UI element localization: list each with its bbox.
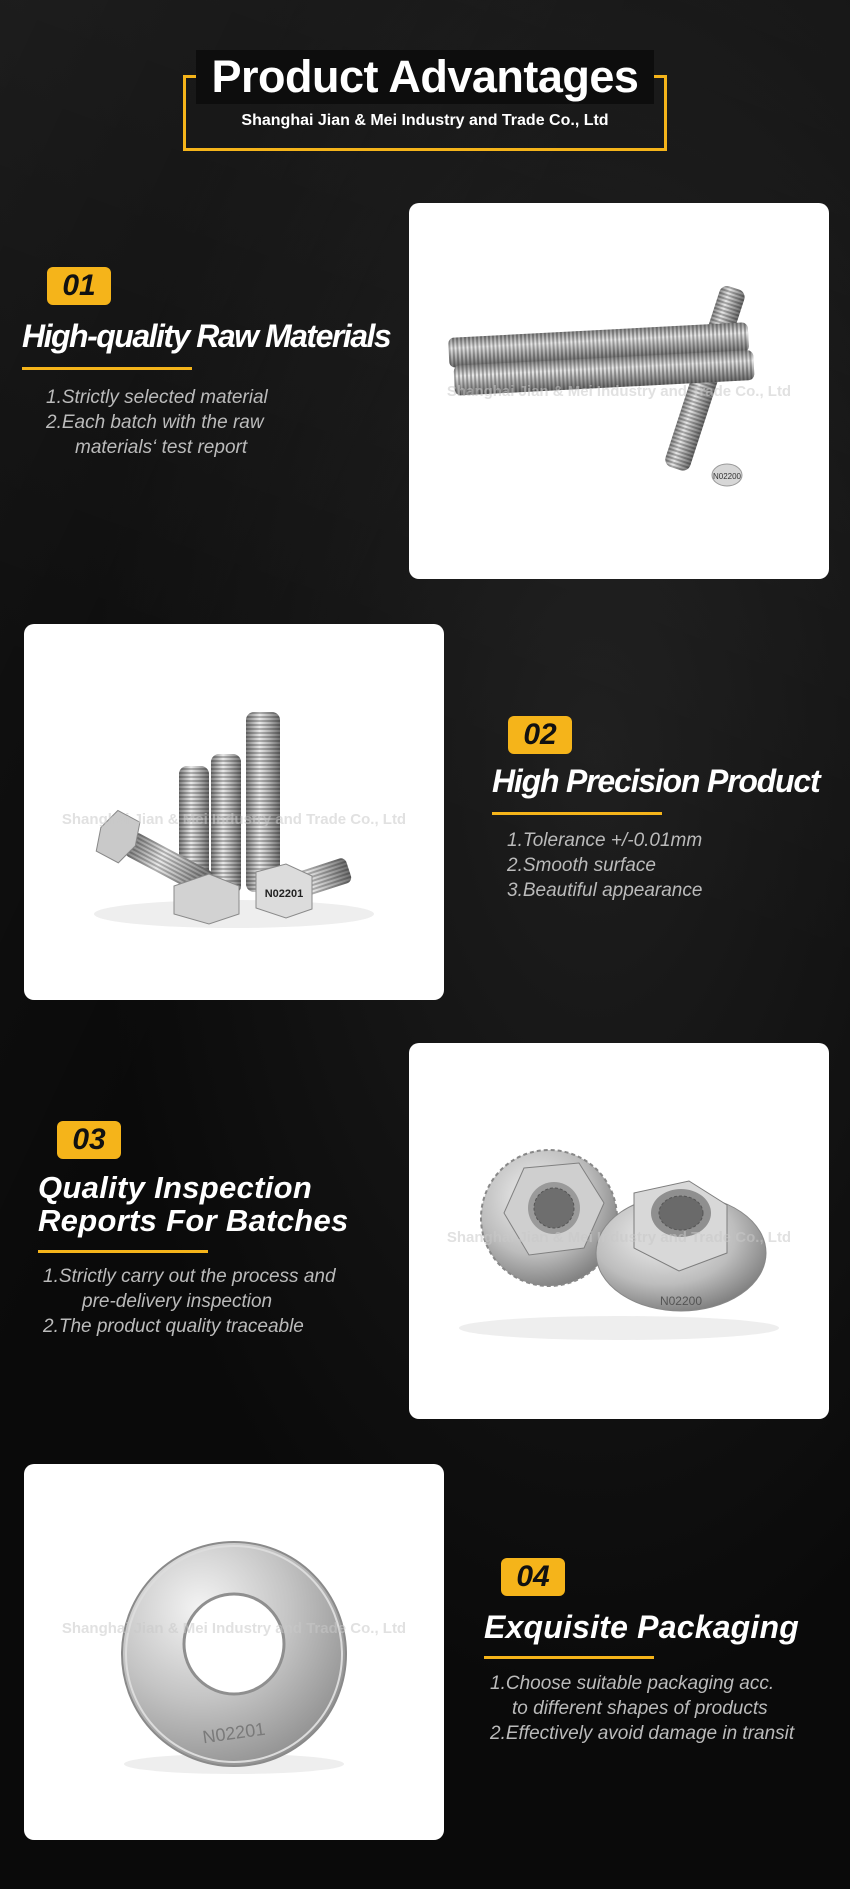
section-number: 03 [57,1121,121,1159]
section-number: 04 [501,1558,565,1596]
watermark: Shanghai Jian & Mei Industry and Trade Co., Ltd [61,811,407,828]
bullet-item: materials‘ test report [75,437,248,458]
section-heading: Quality Inspection [38,1170,313,1205]
bullet-item: 2.The product quality traceable [43,1316,304,1337]
product-code-label: N02201 [201,1718,267,1748]
bullet-item: 1.Strictly carry out the process and [43,1266,336,1287]
bullet-item: 2.Smooth surface [507,855,656,876]
section-heading: Reports For Batches [38,1203,349,1238]
product-image-threaded-rods [409,203,829,579]
bullet-item: 1.Choose suitable packaging acc. [490,1673,775,1694]
heading-underline [22,367,192,370]
watermark: Shanghai Jian & Mei Industry and Trade Co., Ltd [446,1229,792,1246]
product-code-label: N02201 [264,888,304,900]
product-code-label: N02200 [659,1294,703,1308]
section-heading: High Precision Product [492,763,820,799]
heading-underline [38,1250,208,1253]
section-number: 01 [47,267,111,305]
bullet-item: pre-delivery inspection [82,1291,273,1312]
section-heading: High-quality Raw Materials [22,318,391,354]
watermark: Shanghai Jian & Mei Industry and Trade Co., Ltd [446,383,792,400]
product-code-label: N02200 [712,472,742,481]
company-subtitle: Shanghai Jian & Mei Industry and Trade Co., Ltd [241,112,609,129]
heading-underline [484,1656,654,1659]
page-title: Product Advantages [0,50,850,104]
bullet-item: 1.Tolerance +/-0.01mm [507,830,703,851]
bullet-item: to different shapes of products [512,1698,768,1719]
flat-washer-illustration [24,1464,444,1840]
bullet-item: 2.Each batch with the raw [46,412,264,433]
product-image-hex-bolts [24,624,444,1000]
bullet-item: 1.Strictly selected material [46,387,268,408]
section-number: 02 [508,716,572,754]
section-heading: Exquisite Packaging [484,1609,800,1645]
product-image-flange-nuts [409,1043,829,1419]
heading-underline [492,812,662,815]
product-image-flat-washer [24,1464,444,1840]
bullet-item: 3.Beautiful appearance [507,880,703,901]
bullet-item: 2.Effectively avoid damage in transit [490,1723,795,1744]
watermark: Shanghai Jian & Mei Industry and Trade Co., Ltd [61,1620,407,1637]
